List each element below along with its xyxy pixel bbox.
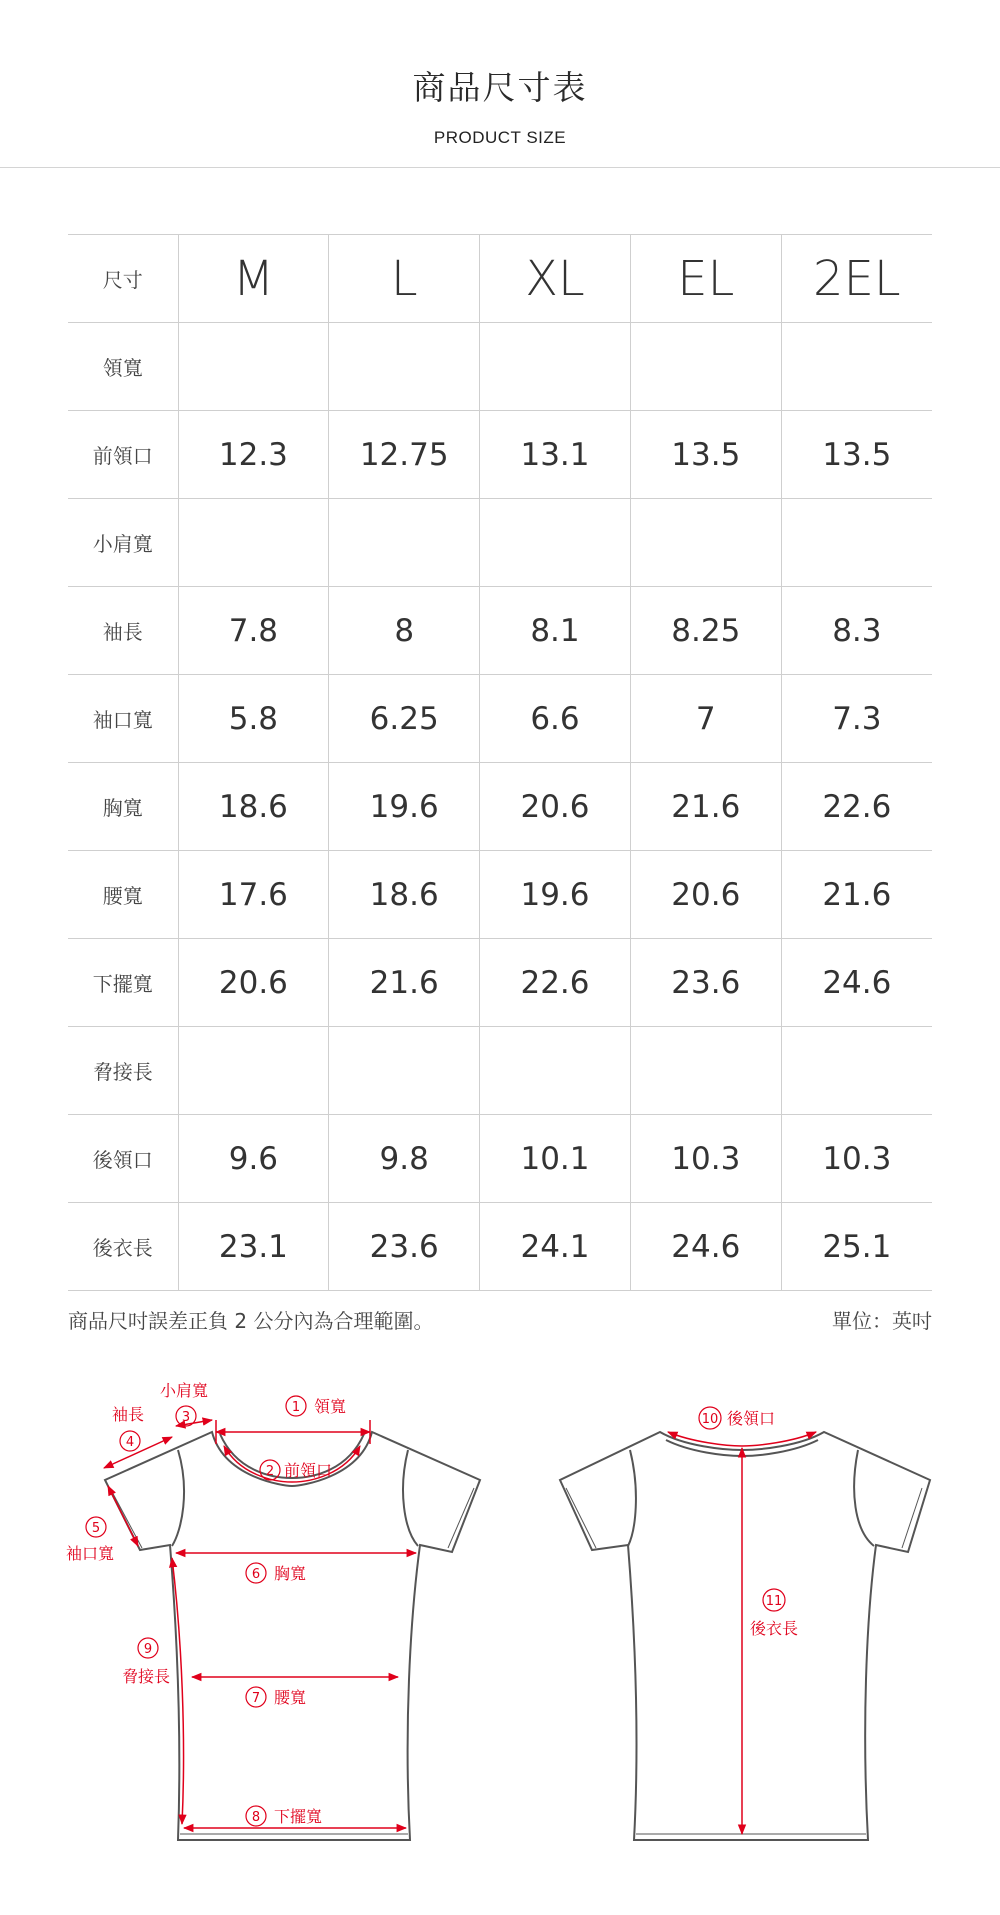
cell-2el (781, 323, 932, 411)
size-head-l: L (329, 235, 480, 323)
cell-el: 23.6 (630, 939, 781, 1027)
svg-text:2: 2 (265, 1464, 275, 1479)
cell-m: 20.6 (178, 939, 329, 1027)
cell-xl (480, 499, 631, 587)
cell-m (178, 499, 329, 587)
size-head-xl: XL (480, 235, 631, 323)
cell-2el: 10.3 (781, 1115, 932, 1203)
size-head-el: EL (630, 235, 781, 323)
table-row (68, 323, 932, 411)
cell-el (630, 323, 781, 411)
cell-xl (480, 1027, 631, 1115)
cell-m: 5.8 (178, 675, 329, 763)
table-row (68, 763, 932, 851)
cell-m: 12.3 (178, 411, 329, 499)
cell-xl: 13.1 (480, 411, 631, 499)
row-label: 前領口 (68, 411, 178, 499)
svg-text:3: 3 (181, 1410, 191, 1425)
cell-2el: 25.1 (781, 1203, 932, 1291)
table-row (68, 411, 932, 499)
cell-l: 18.6 (329, 851, 480, 939)
label-cuff-width (66, 1517, 114, 1563)
svg-text:10: 10 (701, 1412, 719, 1427)
svg-text:前領口: 前領口 (284, 1461, 333, 1480)
cell-xl: 6.6 (480, 675, 631, 763)
cell-m (178, 323, 329, 411)
svg-text:後衣長: 後衣長 (750, 1619, 799, 1638)
cell-el (630, 1027, 781, 1115)
size-header-row (68, 235, 932, 323)
tolerance-note: 商品尺吋誤差正負 2 公分內為合理範圍。 (68, 1309, 434, 1333)
size-table (68, 234, 932, 1291)
cell-el: 10.3 (630, 1115, 781, 1203)
label-hem (246, 1806, 322, 1826)
svg-text:下擺寬: 下擺寬 (274, 1807, 323, 1826)
cell-m: 17.6 (178, 851, 329, 939)
cell-el: 13.5 (630, 411, 781, 499)
svg-text:領寬: 領寬 (314, 1397, 347, 1416)
cell-2el (781, 499, 932, 587)
measurement-diagram (0, 1370, 1000, 1890)
cell-xl: 24.1 (480, 1203, 631, 1291)
svg-text:8: 8 (251, 1810, 261, 1825)
cell-2el: 21.6 (781, 851, 932, 939)
row-label: 袖長 (68, 587, 178, 675)
size-head-m: M (178, 235, 329, 323)
label-back-length (750, 1589, 798, 1638)
cell-2el (781, 1027, 932, 1115)
label-waist (246, 1687, 306, 1707)
svg-text:胸寬: 胸寬 (274, 1564, 307, 1583)
cell-el: 21.6 (630, 763, 781, 851)
table-row (68, 939, 932, 1027)
cell-m: 23.1 (178, 1203, 329, 1291)
row-label: 袖口寬 (68, 675, 178, 763)
label-sleeve-length (112, 1405, 144, 1451)
cell-l (329, 499, 480, 587)
cell-l: 12.75 (329, 411, 480, 499)
page-subtitle: PRODUCT SIZE (433, 128, 567, 147)
cell-el: 7 (630, 675, 781, 763)
front-measure-lines (104, 1420, 416, 1828)
svg-text:9: 9 (143, 1642, 153, 1657)
table-row (68, 675, 932, 763)
svg-text:1: 1 (291, 1400, 301, 1415)
row-label: 腰寬 (68, 851, 178, 939)
svg-text:6: 6 (251, 1567, 261, 1582)
cell-el: 8.25 (630, 587, 781, 675)
size-head-2el: 2EL (781, 235, 932, 323)
row-label: 下擺寬 (68, 939, 178, 1027)
cell-xl: 19.6 (480, 851, 631, 939)
svg-text:小肩寬: 小肩寬 (160, 1381, 209, 1400)
table-row (68, 1115, 932, 1203)
cell-xl: 8.1 (480, 587, 631, 675)
table-row (68, 851, 932, 939)
cell-2el: 24.6 (781, 939, 932, 1027)
table-row (68, 1027, 932, 1115)
cell-l: 21.6 (329, 939, 480, 1027)
table-row (68, 499, 932, 587)
corner-label: 尺寸 (68, 235, 178, 323)
svg-text:脅接長: 脅接長 (122, 1667, 171, 1686)
cell-2el: 7.3 (781, 675, 932, 763)
back-tshirt-outline (560, 1432, 930, 1840)
cell-m (178, 1027, 329, 1115)
label-front-neck (260, 1460, 332, 1480)
row-label: 胸寬 (68, 763, 178, 851)
cell-l (329, 323, 480, 411)
cell-2el: 22.6 (781, 763, 932, 851)
svg-text:後領口: 後領口 (727, 1409, 776, 1428)
cell-el: 24.6 (630, 1203, 781, 1291)
unit-label: 單位：英吋 (832, 1309, 932, 1333)
table-row (68, 1203, 932, 1291)
svg-text:袖口寬: 袖口寬 (66, 1544, 115, 1563)
row-label: 後領口 (68, 1115, 178, 1203)
cell-l: 23.6 (329, 1203, 480, 1291)
svg-text:11: 11 (765, 1594, 783, 1609)
svg-text:5: 5 (91, 1521, 101, 1536)
label-neck-width (286, 1396, 346, 1416)
row-label: 後衣長 (68, 1203, 178, 1291)
svg-text:腰寬: 腰寬 (274, 1688, 307, 1707)
page-header (0, 0, 1000, 168)
label-chest (246, 1563, 306, 1583)
svg-text:袖長: 袖長 (112, 1405, 145, 1424)
row-label: 小肩寬 (68, 499, 178, 587)
svg-text:4: 4 (125, 1435, 135, 1450)
cell-m: 7.8 (178, 587, 329, 675)
cell-xl: 20.6 (480, 763, 631, 851)
cell-2el: 13.5 (781, 411, 932, 499)
cell-xl: 10.1 (480, 1115, 631, 1203)
page-title: 商品尺寸表 (412, 68, 588, 107)
cell-m: 18.6 (178, 763, 329, 851)
cell-l (329, 1027, 480, 1115)
front-tshirt-outline (105, 1432, 480, 1840)
cell-l: 9.8 (329, 1115, 480, 1203)
table-row (68, 587, 932, 675)
svg-text:7: 7 (251, 1691, 261, 1706)
label-back-neck (699, 1407, 775, 1429)
label-side-seam (122, 1638, 170, 1686)
cell-2el: 8.3 (781, 587, 932, 675)
cell-m: 9.6 (178, 1115, 329, 1203)
row-label: 領寬 (68, 323, 178, 411)
cell-xl (480, 323, 631, 411)
cell-l: 8 (329, 587, 480, 675)
cell-el: 20.6 (630, 851, 781, 939)
row-label: 脅接長 (68, 1027, 178, 1115)
cell-xl: 22.6 (480, 939, 631, 1027)
cell-l: 19.6 (329, 763, 480, 851)
label-shoulder (160, 1381, 208, 1426)
cell-l: 6.25 (329, 675, 480, 763)
cell-el (630, 499, 781, 587)
